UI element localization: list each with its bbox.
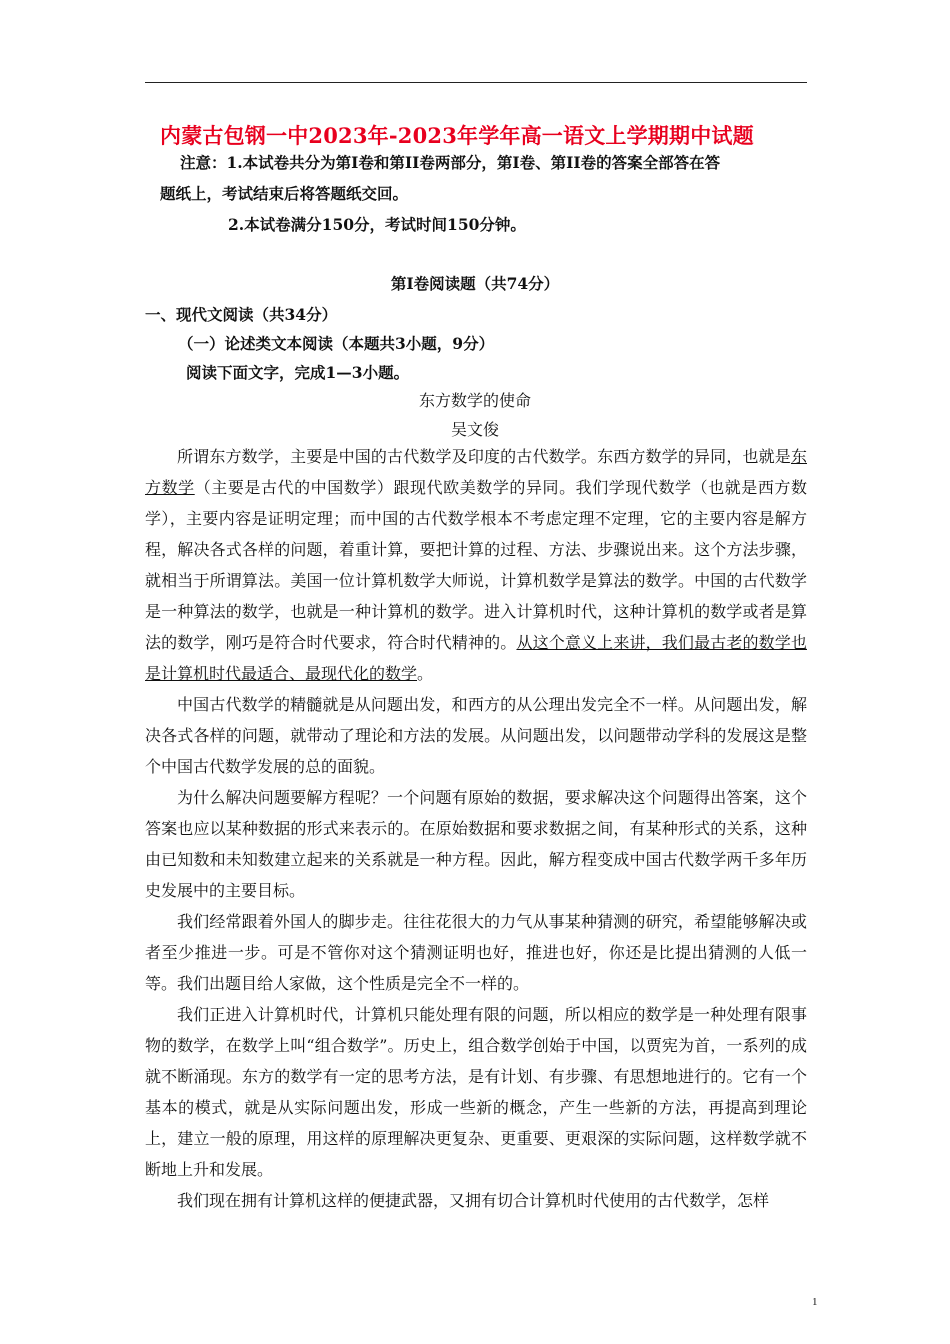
paragraph-6: 我们现在拥有计算机这样的便捷武器，又拥有切合计算机时代使用的古代数学，怎样 <box>177 1191 770 1210</box>
paragraph-2: 中国古代数学的精髓就是从问题出发，和西方的从公理出发完全不一样。从问题出发，解决各式各样的问题，就带动了理论和方法的发展。从问题出发，以问题带动学科的发展这是整个中国古代数学发展的总的面貌。 <box>145 695 807 776</box>
note-2: 2.本试卷满分150分，考试时间150分钟。 <box>228 215 526 234</box>
underlined-sentence: 从这个意义上来讲，我们最古老的数学也是计算机时代最适合、最现代化的数学 <box>145 633 807 683</box>
note-1-line-1: 注意：1.本试卷共分为第Ⅰ卷和第II卷两部分，第Ⅰ卷、第II卷的答案全部答在答 <box>180 153 721 172</box>
instruction: 阅读下面文字，完成1—3小题。 <box>186 363 410 382</box>
sub-heading: （一）论述类文本阅读（本题共3小题，9分） <box>178 334 495 353</box>
article-body <box>145 441 807 1216</box>
paragraph-5: 我们正进入计算机时代，计算机只能处理有限的问题，所以相应的数学是一种处理有限事物的数学，在数学上叫“组合数学”。历史上，组合数学创始于中国，以贾宪为首，一系列的成就不断涌现。东方的数学有一定的思考方法，是有计划、有步骤、有思想地进行的。它有一个基本的模式，就是从实际问题出发，形成一些新的概念，产生一些新的方法，再提高到理论上，建立一般的原理，用这样的原理解决更复杂、更重要、更艰深的实际问题，这样数学就不断地上升和发展。 <box>145 1005 807 1179</box>
paragraph-4: 我们经常跟着外国人的脚步走。往往花很大的力气从事某种猜测的研究，希望能够解决或者至少推进一步。可是不管你对这个猜测证明也好，推进也好，你还是比提出猜测的人低一等。我们出题目给人家做，这个性质是完全不一样的。 <box>145 912 807 993</box>
exam-title: 内蒙古包钢一中2023年-2023年学年高一语文上学期期中试题 <box>160 123 754 148</box>
header-rule <box>145 82 807 83</box>
article-author: 吴文俊 <box>450 420 499 439</box>
part-heading: 一、现代文阅读（共34分） <box>145 305 338 324</box>
article-title: 东方数学的使命 <box>418 391 531 410</box>
paragraph-1: 所谓东方数学，主要是中国的古代数学及印度的古代数学。东西方数学的异同，也就是东方数学（主要是古代的中国数学）跟现代欧美数学的异同。我们学现代数学（也就是西方数学），主要内容是证明定理；而中国的古代数学根本不考虑定理不定理，它的主要内容是解方程，解决各式各样的问题，着重计算，要把计算的过程、方法、步骤说出来。这个方法步骤，就相当于所谓算法。美国一位计算机数学大师说，计算机数学是算法的数学。中国的古代数学是一种算法的数学，也就是一种计算机的数学。进入计算机时代，这种计算机的数学或者是算法的数学，刚巧是符合时代要求，符合时代精神的。从这个意义上来讲，我们最古老的数学也是计算机时代最适合、最现代化的数学。 <box>145 447 807 683</box>
section-title: 第Ⅰ卷阅读题（共74分） <box>390 274 560 293</box>
paragraph-3: 为什么解决问题要解方程呢？一个问题有原始的数据，要求解决这个问题得出答案，这个答案也应以某种数据的形式来表示的。在原始数据和要求数据之间，有某种形式的关系，这种由已知数和未知数建立起来的关系就是一种方程。因此，解方程变成中国古代数学两千多年历史发展中的主要目标。 <box>145 788 807 900</box>
page-number: 1 <box>812 1296 818 1308</box>
underlined-term: 东方数学 <box>145 447 807 497</box>
note-1-line-2: 题纸上，考试结束后将答题纸交回。 <box>160 184 409 203</box>
